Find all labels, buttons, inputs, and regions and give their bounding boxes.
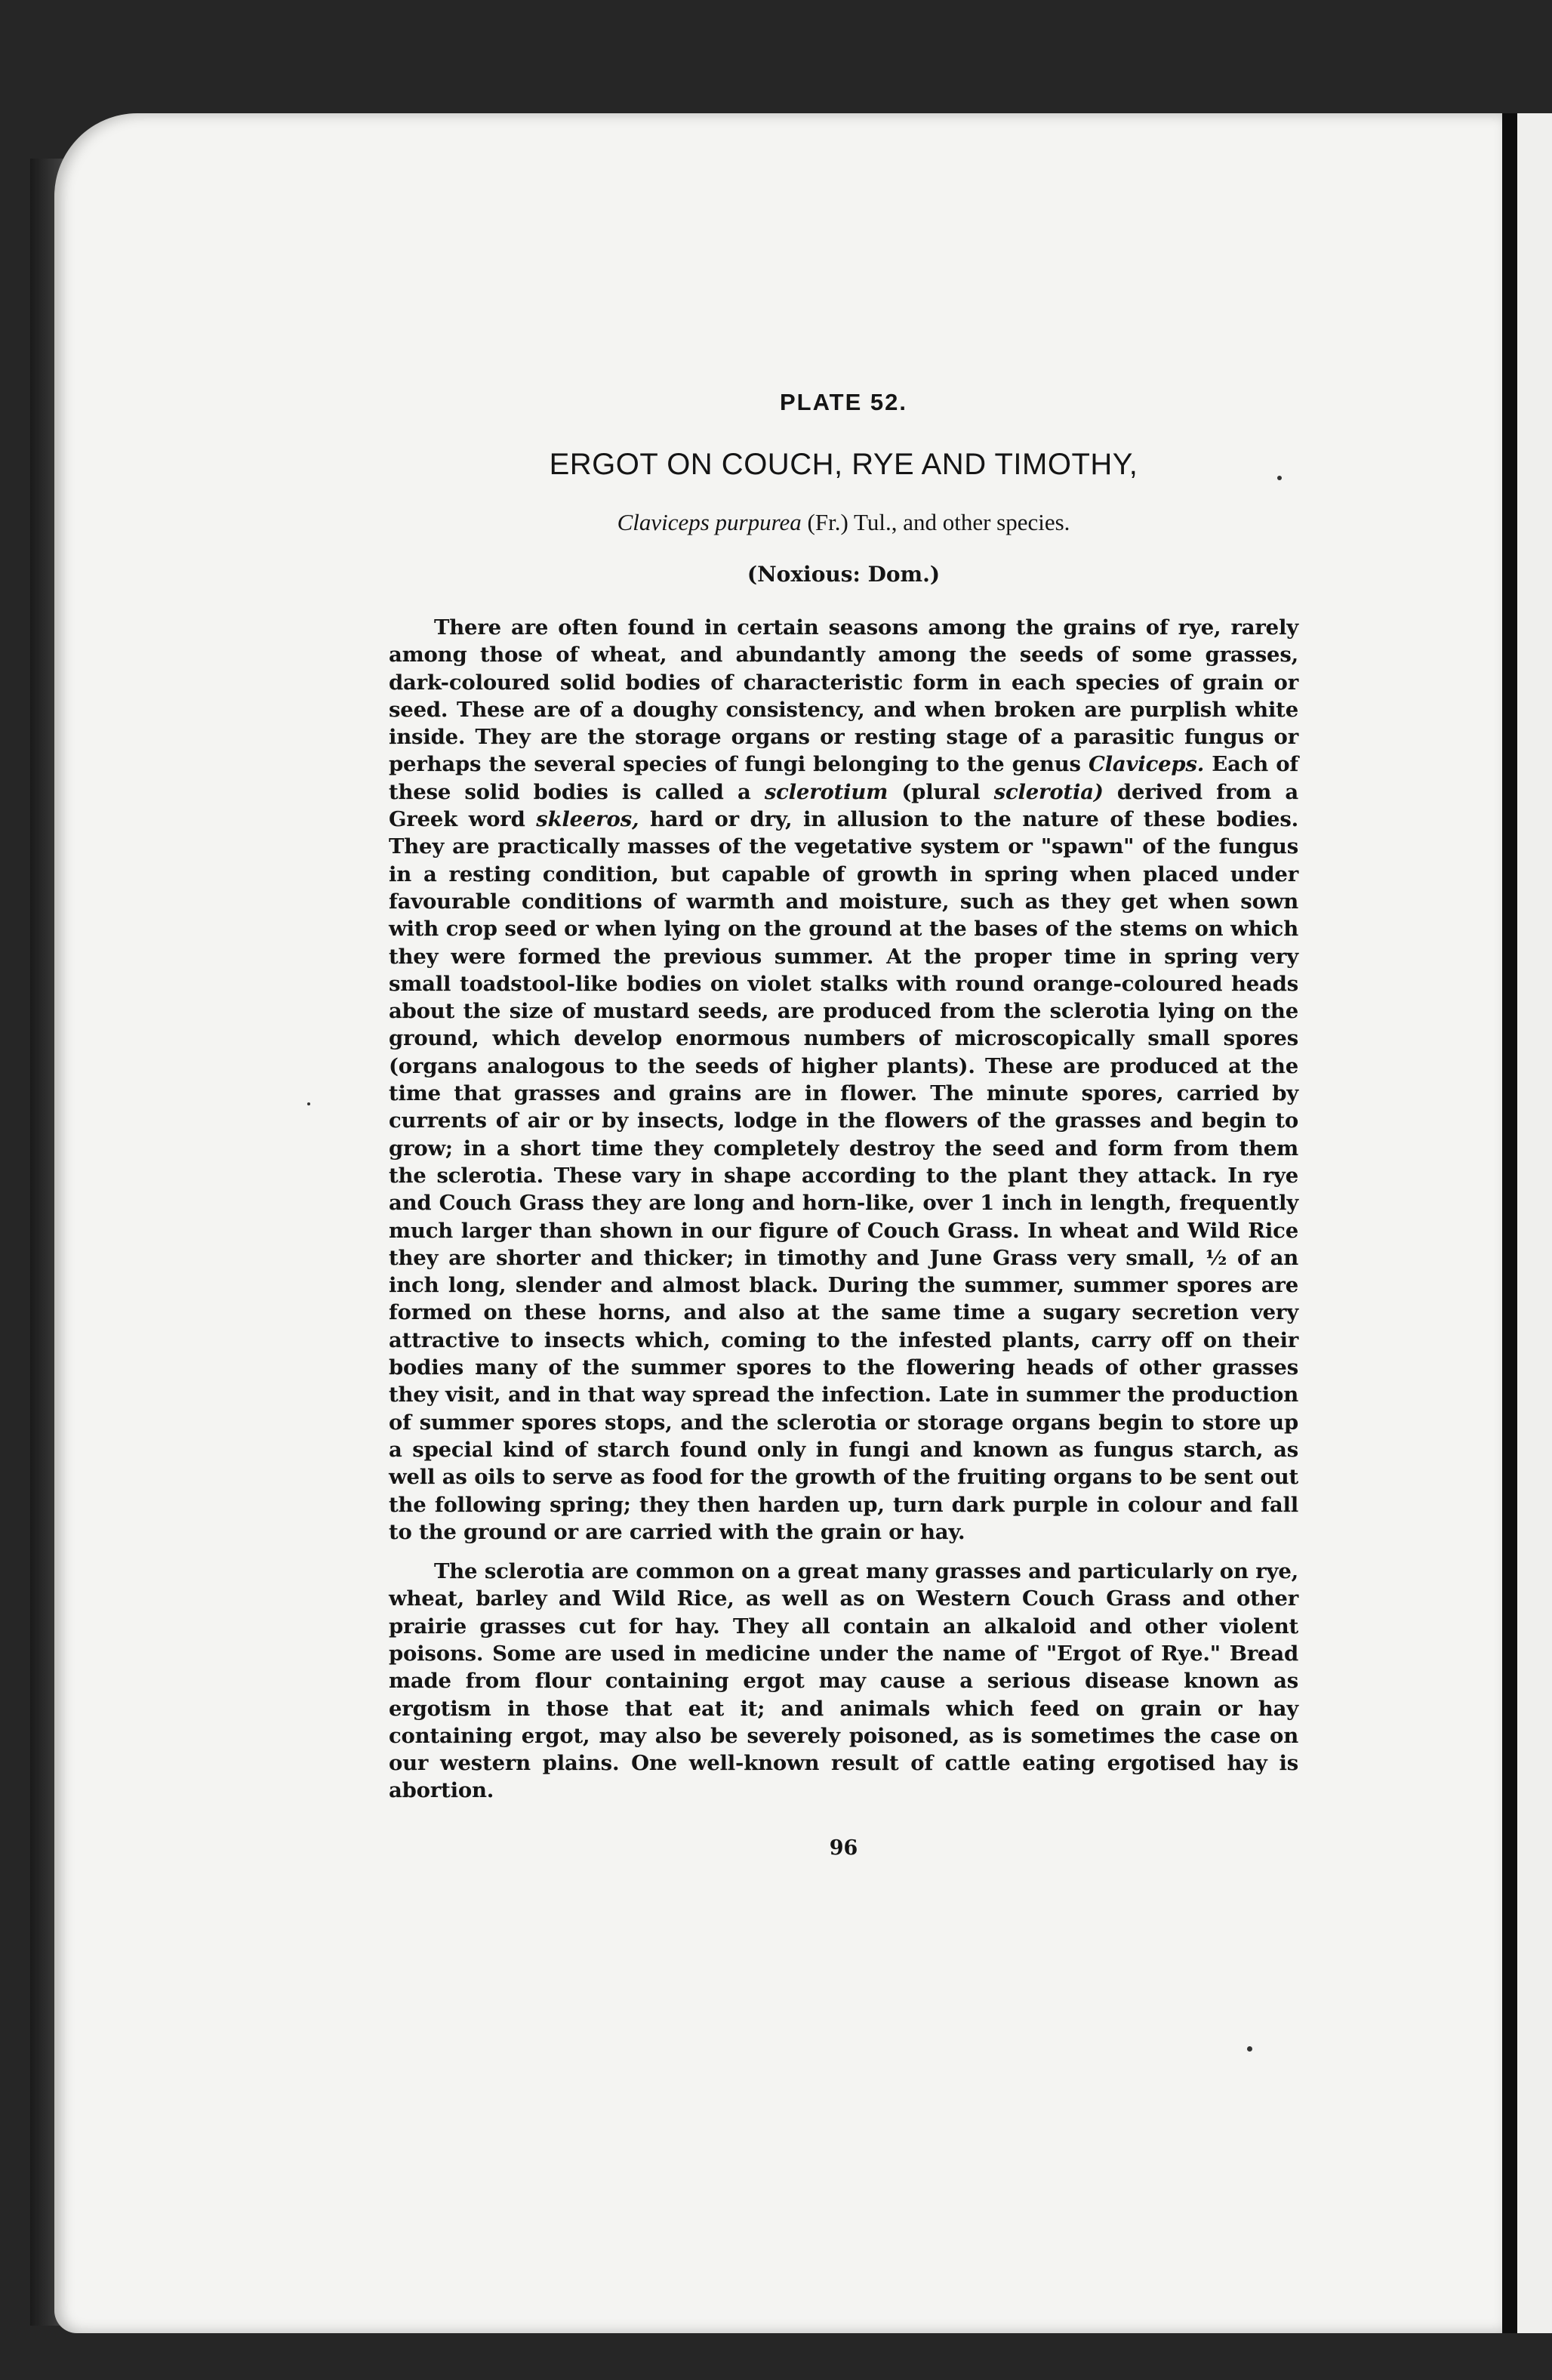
paragraph-1-text-c: (plural	[888, 779, 994, 804]
paragraph-1-italic-d: skleeros,	[536, 807, 639, 832]
species-line	[389, 509, 1298, 536]
paragraph-2: The sclerotia are common on a great many grasses and particularly on rye, wheat, barley and Wild Rice, as well as on Western Couch Grass and other prairie grasses cut for hay. They all contain an alkaloid and other violent poisons. Some are used in medicine under the name of "Ergot of Rye." Bread made from flour containing ergot may cause a serious disease known as ergotism in those that eat it; and animals which feed on grain or hay containing ergot, may also be severely poisoned, as is sometimes the case on our western plains. One well-known result of cattle eating ergotised hay is abortion.	[389, 1559, 1298, 1803]
page-number: 96	[829, 1836, 858, 1860]
species-authority: (Fr.) Tul., and other species.	[807, 509, 1070, 535]
ink-speck	[1247, 2046, 1252, 2052]
plate-title: ERGOT ON COUCH, RYE AND TIMOTHY,	[549, 448, 1138, 481]
paragraph-1-text-a: There are often found in certain seasons among the grains of rye, rarely among those of wheat, and abundantly among the seeds of some grasses, dark-coloured solid bodies of characteristic form in each species of grain or seed. These are of a doughy consistency, and when broken are purplish white inside. They are the storage organs or resting stage of a parasitic fungus or perhaps the several species of fungi belonging to the genus	[389, 615, 1298, 777]
paragraph-1-text-b: Each of these solid bodies is called a	[389, 752, 1298, 804]
plate-number: PLATE 52.	[779, 389, 908, 415]
paragraph-1-italic-b: sclerotium	[764, 779, 888, 804]
paragraph-1-italic-a: Claviceps.	[1089, 752, 1205, 777]
paragraph-1	[389, 614, 1298, 1546]
ink-speck	[307, 1102, 310, 1105]
paragraph-1-italic-c: sclerotia)	[993, 779, 1104, 804]
page-content	[389, 389, 1298, 1860]
right-margin	[1517, 113, 1552, 2333]
next-page-edge	[1502, 113, 1517, 2333]
species-latin-name: Claviceps purpurea	[617, 509, 802, 535]
paragraph-1-text-d: derived from a Greek word	[389, 779, 1298, 832]
paragraph-1-text-e: hard or dry, in allusion to the nature of these bodies. They are practically masses of the vegetative system or "spawn" of the fungus in a resting condition, but capable of growth in spring when placed under favourable conditions of warmth and moisture, such as they get when sown with crop seed or when lying on the ground at the bases of the stems on which they were formed the previous summer. At the proper time in spring very small toadstool-like bodies on violet stalks with round orange-coloured heads about the size of mustard seeds, are produced from the sclerotia lying on the ground, which develop enormous numbers of microscopically small spores (organs analogous to the seeds of higher plants). These are produced at the time that grasses and grains are in flower. The minute spores, carried by currents of air or by insects, lodge in the flowers of the grasses and begin to grow; in a short time they completely destroy the seed and form from them the sclerotia. These vary in shape according to the plant they attack. In rye and Couch Grass they are long and horn-like, over 1 inch in length, frequently much larger than shown in our figure of Couch Grass. In wheat and Wild Rice they are shorter and thicker; in timothy and June Grass very small, ½ of an inch long, slender and almost black. During the summer, summer spores are formed on these horns, and also at the same time a sugary secretion very attractive to insects which, coming to the infested plants, carry off on their bodies many of the summer spores to the flowering heads of other grasses they visit, and in that way spread the infection. Late in summer the production of summer spores stops, and the sclerotia or storage organs begin to store up a special kind of starch found only in fungi and known as fungus starch, as well as oils to serve as food for the growth of the fruiting organs to be sent out the following spring; they then harden up, turn dark purple in colour and fall to the ground or are carried with the grain or hay.	[389, 807, 1298, 1544]
noxious-status: (Noxious: Dom.)	[747, 562, 941, 587]
